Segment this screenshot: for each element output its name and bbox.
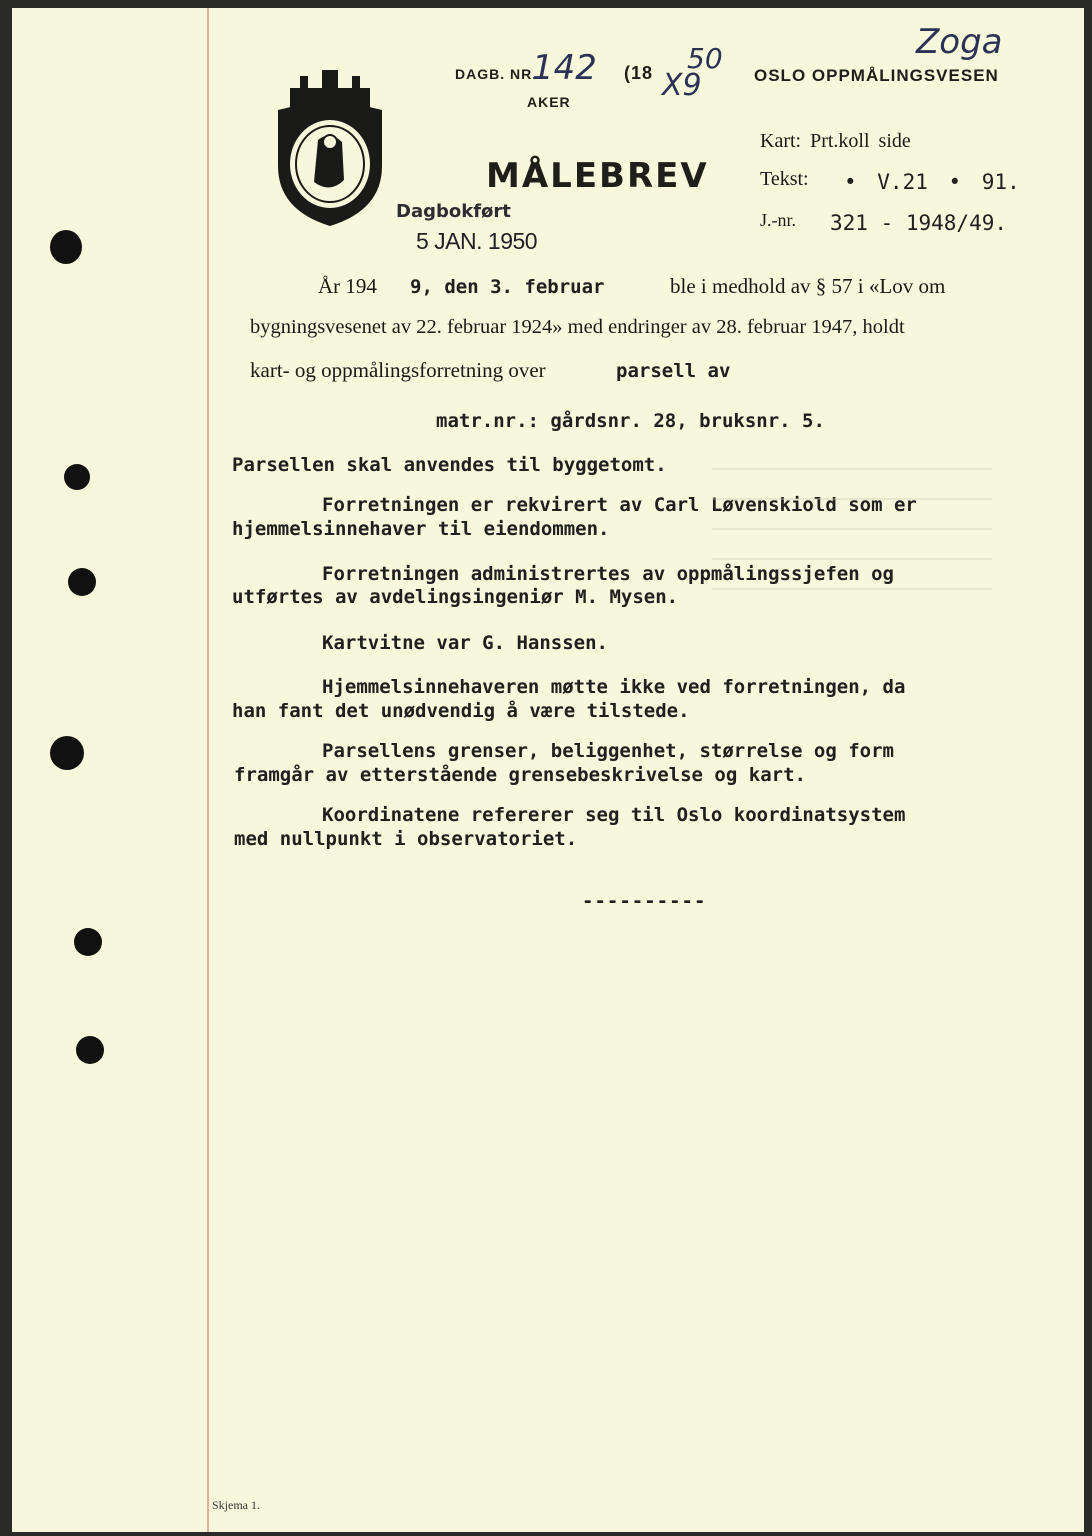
body-line2: bygningsvesenet av 22. februar 1924» med endringer av 28. februar 1947, holdt bbox=[250, 316, 905, 338]
punch-hole bbox=[76, 1036, 104, 1064]
paragraph-coordinates-1: Koordinatene refererer seg til Oslo koordinatsystem bbox=[322, 804, 906, 826]
dagb-suffix: (18 bbox=[624, 63, 654, 83]
punch-hole bbox=[64, 464, 90, 490]
dagb-number: 142 bbox=[532, 48, 597, 88]
paragraph-administration-2: utførtes av avdelingsingeniør M. Mysen. bbox=[232, 586, 679, 608]
jnr-label: J.-nr. bbox=[760, 210, 796, 230]
received-stamp-text: Dagbokført bbox=[396, 201, 511, 222]
paragraph-boundaries-1: Parsellens grenser, beliggenhet, størrelse og form bbox=[322, 740, 894, 762]
tekst-value: • V.21 • 91. bbox=[844, 170, 1020, 194]
dagb-label: DAGB. NR. bbox=[455, 66, 538, 82]
paragraph-witness: Kartvitne var G. Hanssen. bbox=[322, 632, 608, 654]
form-label: Skjema 1. bbox=[212, 1498, 260, 1512]
paragraph-coordinates-2: med nullpunkt i observatoriet. bbox=[234, 828, 578, 850]
corner-note: Zoga bbox=[916, 22, 1003, 62]
dagb-date: 50 bbox=[687, 42, 723, 75]
paragraph-owner-1: Hjemmelsinnehaveren møtte ikke ved forretningen, da bbox=[322, 676, 906, 698]
margin-rule bbox=[207, 8, 209, 1532]
paragraph-administration-1: Forretningen administrertes av oppmålingssjefen og bbox=[322, 563, 894, 585]
aker-label: AKER bbox=[527, 94, 571, 110]
bleed-through-marks bbox=[712, 454, 992, 614]
separator-dashes: ---------- bbox=[582, 890, 707, 912]
paragraph-purpose: Parsellen skal anvendes til byggetomt. bbox=[232, 454, 667, 476]
kart-line: Kart: Prt.koll side bbox=[760, 130, 911, 152]
body-line1-end: ble i medhold av § 57 i «Lov om bbox=[670, 274, 946, 298]
document-page bbox=[12, 8, 1084, 1532]
jnr-value: 321 - 1948/49. bbox=[830, 211, 1008, 235]
office-name: OSLO OPPMÅLINGSVESEN bbox=[754, 66, 999, 85]
punch-hole bbox=[74, 928, 102, 956]
body-line3-start: kart- og oppmålingsforretning over bbox=[250, 358, 546, 382]
punch-hole bbox=[68, 568, 96, 596]
body-line1-date: 9, den 3. februar bbox=[410, 276, 605, 298]
oslo-seal-emblem bbox=[270, 70, 390, 230]
tekst-label: Tekst: bbox=[760, 168, 809, 190]
paragraph-requisition-2: hjemmelsinnehaver til eiendommen. bbox=[232, 518, 610, 540]
dagb-date-mark: X9 bbox=[662, 68, 702, 103]
paragraph-boundaries-2: framgår av etterstående grensebeskrivelse og kart. bbox=[234, 764, 806, 786]
received-stamp-date: 5 JAN. 1950 bbox=[416, 228, 538, 254]
page-title: MÅLEBREV bbox=[486, 156, 709, 196]
body-line3-end: parsell av bbox=[616, 360, 731, 382]
paragraph-owner-2: han fant det unødvendig å være tilstede. bbox=[232, 700, 690, 722]
punch-hole bbox=[50, 230, 82, 264]
body-line4-matr: matr.nr.: gårdsnr. 28, bruksnr. 5. bbox=[436, 410, 825, 432]
body-line1-start: År 194 bbox=[318, 274, 377, 298]
paragraph-requisition-1: Forretningen er rekvirert av Carl Løvenskiold som er bbox=[322, 494, 917, 516]
punch-hole bbox=[50, 736, 84, 770]
